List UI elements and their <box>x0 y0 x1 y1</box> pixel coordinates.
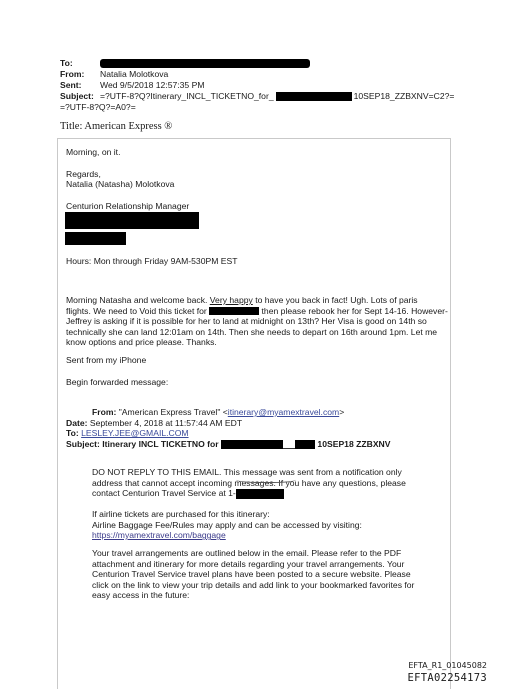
to-label: To: <box>60 58 73 68</box>
notice-line: address that cannot accept incoming messages. If you have any questions, please <box>92 477 406 488</box>
message-line <box>66 295 450 306</box>
fwd-from-row <box>66 407 450 418</box>
subject-part1: =?UTF-8?Q?Itinerary_INCL_TICKETNO_for_ <box>100 91 274 101</box>
subject-line2: =?UTF-8?Q?=A0?= <box>60 102 136 112</box>
sent-value: Wed 9/5/2018 12:57:35 PM <box>100 80 205 90</box>
fwd-from-email-link[interactable]: itinerary@myamextravel.com <box>227 407 340 417</box>
redaction-box <box>295 440 315 449</box>
reply-signature-name: Natalia (Natasha) Molotkova <box>66 179 175 190</box>
fwd-date-value: September 4, 2018 at 11:57:44 AM EDT <box>89 417 243 428</box>
message-text: flights. We need to Void this ticket for <box>66 305 207 316</box>
arrangements-line: attachment and itinerary for more details regarding your travel arrangements. Your <box>92 558 405 569</box>
baggage-link[interactable]: https://myamextravel.com/baggage <box>92 530 226 541</box>
message-line: technically she can land 12:01am on 14th. Then she needs to depart on 16th around 1pm. Let me <box>66 326 438 337</box>
baggage-line: If airline tickets are purchased for this itinerary: <box>92 509 270 519</box>
reply-hours: Hours: Mon through Friday 9AM-530PM EST <box>66 256 238 266</box>
message-title: Title: American Express ® <box>60 121 173 132</box>
notice-line: DO NOT REPLY TO THIS EMAIL. This message was sent from a notification only <box>92 467 402 477</box>
fwd-to-email-link[interactable]: LESLEY.JEE@GMAIL.COM <box>81 428 189 439</box>
message-line <box>66 306 450 317</box>
redaction-box <box>65 212 199 229</box>
underscore-mark <box>283 440 295 449</box>
fwd-from-name: "American Express Travel" < <box>118 407 228 417</box>
message-line: Jeffrey is asking if it is possible for her to land at midnight on 13th? Her Visa is good on 14th so <box>66 316 427 327</box>
sent-from-iphone: Sent from my iPhone <box>66 355 147 365</box>
email-body <box>66 147 446 211</box>
redaction-box <box>276 92 352 101</box>
reply-signature-role: Centurion Relationship Manager <box>66 200 190 211</box>
fwd-from-label: From: <box>92 407 117 417</box>
message-emphasis: Very happy <box>209 295 253 305</box>
fwd-date-row <box>66 418 450 429</box>
document-reference: EFTA_R1_01045082 <box>408 661 487 670</box>
request-message <box>66 295 450 348</box>
fwd-date-label: Date: <box>66 417 88 428</box>
baggage-info <box>92 509 442 541</box>
redaction-box <box>221 440 283 449</box>
message-text: to have you back in fact! Ugh. Lots of paris <box>255 295 418 305</box>
fwd-subject-label: Subject: Itinerary INCL TICKETNO for <box>66 438 219 449</box>
handwritten-underline <box>236 475 296 483</box>
reply-regards: Regards, <box>66 168 101 179</box>
redaction-box <box>236 489 284 499</box>
fwd-subject-end: 10SEP18 ZZBXNV <box>317 438 391 449</box>
fwd-subject-row <box>66 439 450 450</box>
arrangements-line: click on the link to view your trip details and add link to your bookmarked favorites for <box>92 579 415 590</box>
baggage-line: Airline Baggage Fee/Rules may apply and can be accessed by visiting: <box>92 519 362 530</box>
email-header <box>60 58 454 113</box>
fwd-to-label: To: <box>66 428 79 439</box>
header-sent-row <box>60 80 454 91</box>
notice-line <box>92 488 442 499</box>
arrangements-line: easy access in the future: <box>92 590 190 601</box>
sent-label: Sent: <box>60 80 82 90</box>
message-line: know options and price please. Thanks. <box>66 337 217 348</box>
travel-arrangements <box>92 548 442 601</box>
subject-part2: 10SEP18_ZZBXNV=C2?= <box>353 91 455 101</box>
header-to-row <box>60 58 454 69</box>
bates-number: EFTA02254173 <box>407 672 487 684</box>
forwarded-intro: Begin forwarded message: <box>66 377 169 387</box>
forwarded-headers <box>66 407 450 449</box>
header-from-row <box>60 69 454 80</box>
message-text: Morning Natasha and welcome back. <box>66 295 208 305</box>
from-value: Natalia Molotkova <box>100 69 169 79</box>
redaction-box <box>100 59 310 68</box>
redaction-box <box>65 232 126 245</box>
message-text: then please rebook her for Sept 14-16. However- <box>261 305 448 316</box>
subject-label: Subject: <box>60 91 94 101</box>
notice-line-text: contact Centurion Travel Service at 1- <box>92 488 236 499</box>
header-subject-row <box>60 91 454 102</box>
from-label: From: <box>60 69 85 79</box>
fwd-to-row <box>66 428 450 439</box>
redaction-box <box>209 307 259 315</box>
arrangements-line: Centurion Travel Service travel plans have been posted to a secure website. Please <box>92 569 411 580</box>
fwd-from-close: > <box>339 407 345 417</box>
reply-greeting: Morning, on it. <box>66 147 121 157</box>
arrangements-line: Your travel arrangements are outlined below in the email. Please refer to the PDF <box>92 548 402 558</box>
